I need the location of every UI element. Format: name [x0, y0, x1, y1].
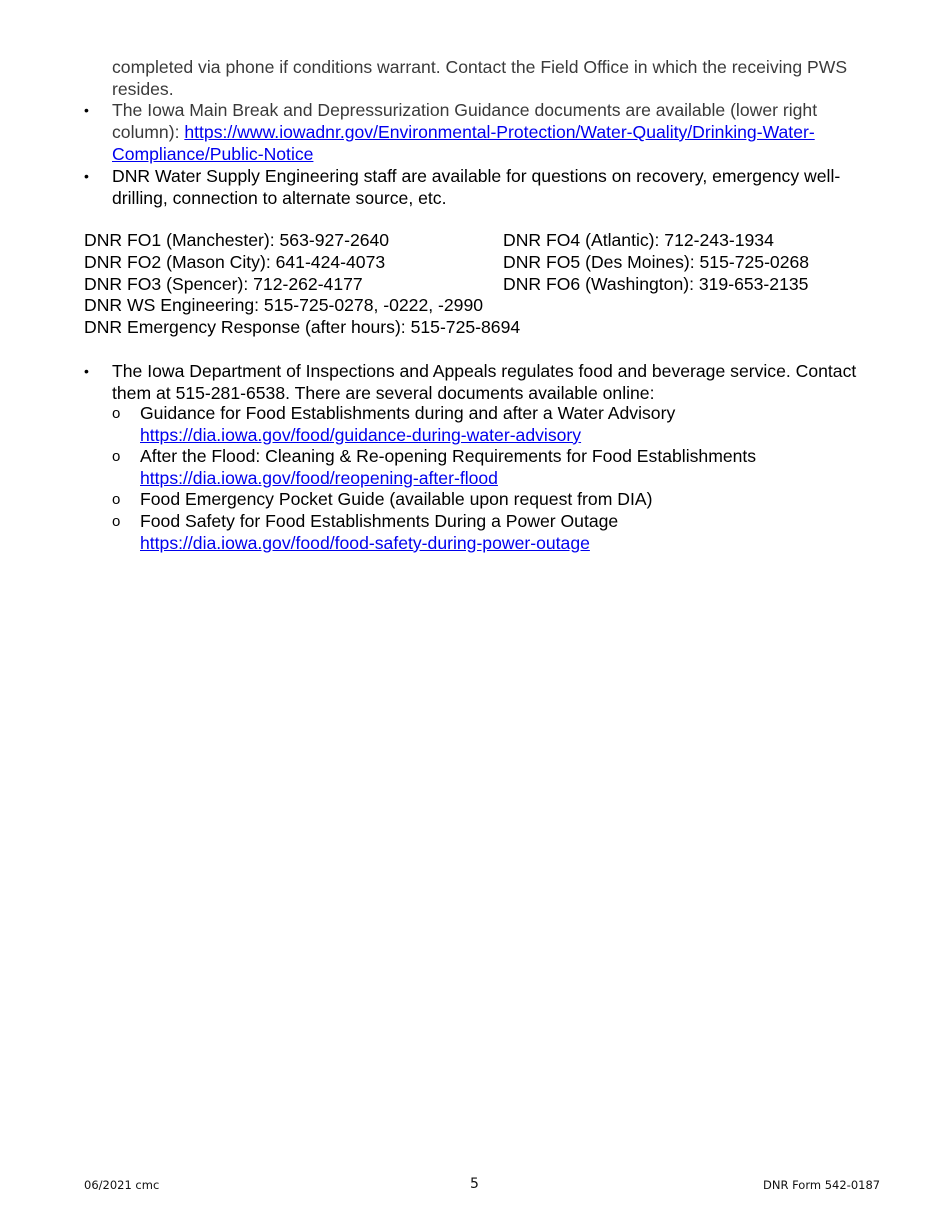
- water-advisory-link[interactable]: https://dia.iowa.gov/food/guidance-during-water-advisory: [140, 424, 582, 445]
- bullet-dot: •: [84, 168, 89, 184]
- reopening-after-flood-link[interactable]: https://dia.iowa.gov/food/reopening-after-flood: [140, 467, 498, 488]
- continuation-paragraph: completed via phone if conditions warrant. Contact the Field Office in which the receiving PWS resides.: [112, 57, 848, 99]
- bullet-dot: •: [84, 363, 89, 379]
- sub-bullet: o: [112, 405, 121, 422]
- sub-bullet: o: [112, 491, 121, 508]
- power-outage-link[interactable]: https://dia.iowa.gov/food/food-safety-during-power-outage: [140, 532, 590, 553]
- sub-bullet: o: [112, 513, 121, 530]
- contact-fo4: DNR FO4 (Atlantic): 712-243-1934: [503, 230, 774, 250]
- bullet-guidance-text: [112, 100, 872, 165]
- contact-fo6: DNR FO6 (Washington): 319-653-2135: [503, 273, 809, 294]
- contact-fo5: DNR FO5 (Des Moines): 515-725-0268: [503, 251, 810, 272]
- contact-row: [84, 295, 884, 317]
- form-number: DNR Form 542-0187: [763, 1178, 881, 1192]
- sub-item-text: After the Flood: Cleaning & Re-opening Requirements for Food Establishments: [140, 446, 757, 466]
- sub-item-text: Food Emergency Pocket Guide (available upon request from DIA): [140, 489, 653, 509]
- contact-ws-engineering: DNR WS Engineering: 515-725-0278, -0222, -2990: [84, 295, 484, 316]
- sub-item-text: Food Safety for Food Establishments During a Power Outage: [140, 511, 619, 531]
- contact-fo2: DNR FO2 (Mason City): 641-424-4073: [84, 251, 386, 272]
- sub-item-text: Guidance for Food Establishments during and after a Water Advisory: [140, 403, 676, 423]
- iowadnr-public-notice-link[interactable]: https://www.iowadnr.gov/Environmental-Protection/Water-Quality/Drinking-Water-Compliance/Public-Notice: [112, 121, 815, 164]
- engineering-text: DNR Water Supply Engineering staff are available for questions on recovery, emergency well-drilling, connection to alternate source, etc.: [112, 166, 841, 208]
- contact-row: [84, 230, 884, 252]
- contact-row: [84, 317, 884, 339]
- page-number: 5: [470, 1176, 479, 1192]
- footer-date: 06/2021 cmc: [84, 1178, 160, 1192]
- contact-fo1: DNR FO1 (Manchester): 563-927-2640: [84, 230, 390, 250]
- sub-bullet: o: [112, 448, 121, 465]
- bullet-dot: •: [84, 102, 89, 118]
- guidance-description: The Iowa Main Break and Depressurization Guidance documents are available (lower right column):: [112, 100, 818, 142]
- contact-fo3: DNR FO3 (Spencer): 712-262-4177: [84, 273, 363, 294]
- contact-row: [84, 252, 884, 274]
- field-office-contacts: [84, 230, 884, 339]
- contact-emergency-response: DNR Emergency Response (after hours): 515-725-8694: [84, 317, 521, 338]
- contact-row: [84, 274, 884, 296]
- dia-text: The Iowa Department of Inspections and Appeals regulates food and beverage service. Contact them at 515-281-6538. There are several documents available online:: [112, 361, 857, 403]
